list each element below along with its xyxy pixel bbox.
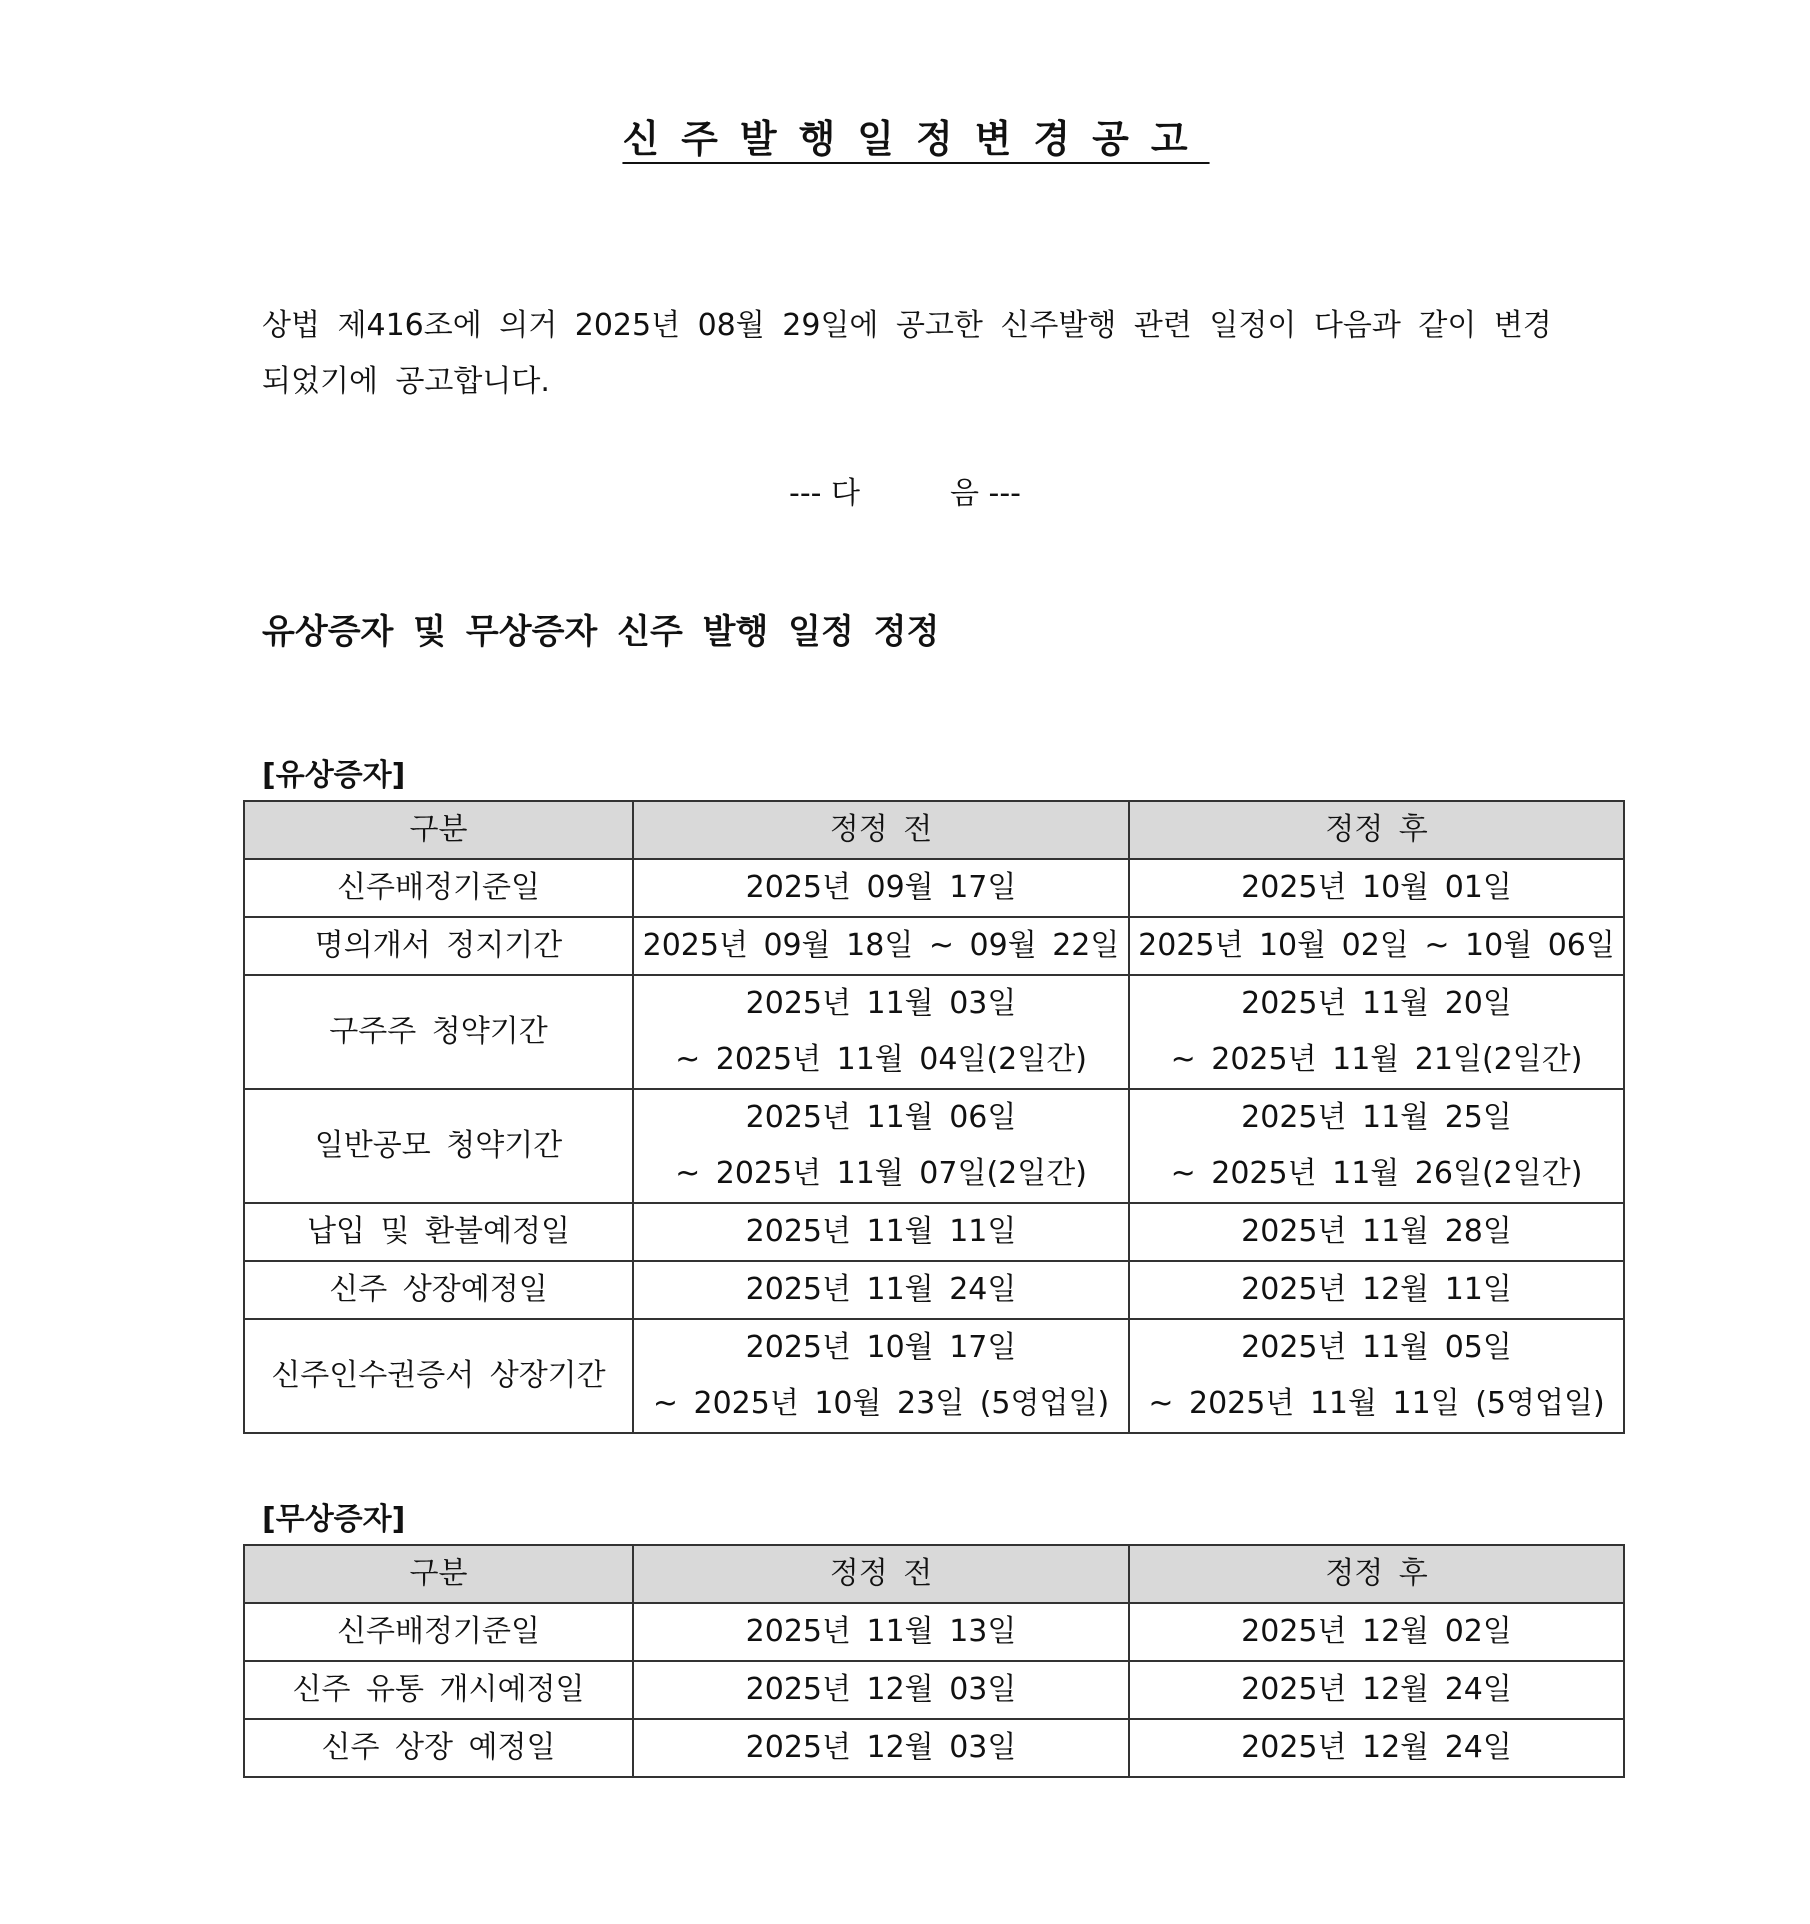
row-after-line: 2025년 11월 20일: [1241, 986, 1512, 1021]
row-before-line: 2025년 12월 03일: [745, 1672, 1017, 1707]
table-row: [244, 917, 1624, 975]
header-before: 정정 전: [633, 1545, 1129, 1603]
row-after-line: 2025년 10월 02일 ~ 10월 06일: [1138, 928, 1615, 963]
row-before: [633, 1719, 1129, 1777]
note-divider: [0, 468, 1810, 512]
row-after: [1129, 1203, 1624, 1261]
row-category: 구주주 청약기간: [244, 975, 633, 1089]
row-after-line: 2025년 10월 01일: [1241, 870, 1512, 905]
row-before-line: 2025년 10월 17일: [745, 1330, 1017, 1365]
table-row: [244, 1261, 1624, 1319]
row-before-line: 2025년 11월 11일: [745, 1214, 1017, 1249]
row-after: [1129, 1603, 1624, 1661]
table-row: [244, 1661, 1624, 1719]
header-before: 정정 전: [633, 801, 1129, 859]
row-before-line: 2025년 11월 24일: [745, 1272, 1017, 1307]
row-before-line: 2025년 09월 17일: [745, 870, 1017, 905]
row-before-line: 2025년 09월 18일 ~ 09월 22일: [642, 928, 1120, 963]
row-before: [633, 975, 1129, 1089]
row-after-line: ~ 2025년 11월 26일(2일간): [1170, 1156, 1583, 1191]
row-after: [1129, 1261, 1624, 1319]
row-after-line: ~ 2025년 11월 21일(2일간): [1170, 1042, 1583, 1077]
table-header-row: [244, 1545, 1624, 1603]
table-row: [244, 1319, 1624, 1433]
row-before-line: 2025년 12월 03일: [745, 1730, 1017, 1765]
free-increase-label: [무상증자]: [262, 1502, 406, 1537]
row-after: [1129, 859, 1624, 917]
table-row: [244, 975, 1624, 1089]
row-category: 신주 상장예정일: [244, 1261, 633, 1319]
intro-paragraph: [262, 298, 1562, 410]
table-row: [244, 1089, 1624, 1203]
row-before-line: 2025년 11월 06일: [745, 1100, 1017, 1135]
row-after: [1129, 975, 1624, 1089]
row-before: [633, 1603, 1129, 1661]
table-row: [244, 1719, 1624, 1777]
paid-increase-table: [243, 800, 1625, 1434]
row-category: 납입 및 환불예정일: [244, 1203, 633, 1261]
row-after-line: ~ 2025년 11월 11일 (5영업일): [1148, 1386, 1605, 1421]
row-before: [633, 1261, 1129, 1319]
row-after: [1129, 917, 1624, 975]
row-before: [633, 1089, 1129, 1203]
row-after-line: 2025년 11월 05일: [1241, 1330, 1512, 1365]
row-after-line: 2025년 11월 28일: [1241, 1214, 1512, 1249]
row-category: 신주 상장 예정일: [244, 1719, 633, 1777]
table-row: [244, 1203, 1624, 1261]
row-after-line: 2025년 12월 11일: [1241, 1272, 1512, 1307]
table-row: [244, 1603, 1624, 1661]
free-increase-table: [243, 1544, 1625, 1778]
intro-line-2: 되었기에 공고합니다.: [262, 364, 550, 399]
header-category: 구분: [244, 1545, 633, 1603]
note-left: --- 다: [789, 476, 860, 511]
row-after-line: 2025년 12월 24일: [1241, 1672, 1512, 1707]
header-after: 정정 후: [1129, 1545, 1624, 1603]
notice-title: [0, 108, 1810, 163]
row-before-line: ~ 2025년 10월 23일 (5영업일): [652, 1386, 1110, 1421]
row-before: [633, 1203, 1129, 1261]
row-category: 일반공모 청약기간: [244, 1089, 633, 1203]
row-after: [1129, 1319, 1624, 1433]
row-before-line: 2025년 11월 03일: [745, 986, 1017, 1021]
row-after: [1129, 1089, 1624, 1203]
intro-line-1: 상법 제416조에 의거 2025년 08월 29일에 공고한 신주발행 관련 일정이 다음과 같이 변경: [262, 308, 1552, 343]
row-before-line: ~ 2025년 11월 04일(2일간): [675, 1042, 1087, 1077]
row-after: [1129, 1661, 1624, 1719]
row-after-line: 2025년 12월 02일: [1241, 1614, 1512, 1649]
notice-title-text: 신주발행일정변경공고: [622, 117, 1210, 161]
row-category: 신주배정기준일: [244, 1603, 633, 1661]
note-right: 음 ---: [950, 476, 1021, 511]
row-before: [633, 1319, 1129, 1433]
row-after-line: 2025년 11월 25일: [1241, 1100, 1512, 1135]
row-after-line: 2025년 12월 24일: [1241, 1730, 1512, 1765]
row-before-line: ~ 2025년 11월 07일(2일간): [675, 1156, 1087, 1191]
header-category: 구분: [244, 801, 633, 859]
table-row: [244, 859, 1624, 917]
row-category: 신주배정기준일: [244, 859, 633, 917]
row-before: [633, 917, 1129, 975]
row-category: 명의개서 정지기간: [244, 917, 633, 975]
row-after: [1129, 1719, 1624, 1777]
section-title: 유상증자 및 무상증자 신주 발행 일정 정정: [262, 612, 940, 652]
row-category: 신주 유통 개시예정일: [244, 1661, 633, 1719]
paid-increase-label: [유상증자]: [262, 758, 406, 793]
table-header-row: [244, 801, 1624, 859]
header-after: 정정 후: [1129, 801, 1624, 859]
row-category: 신주인수권증서 상장기간: [244, 1319, 633, 1433]
row-before: [633, 859, 1129, 917]
row-before-line: 2025년 11월 13일: [745, 1614, 1017, 1649]
row-before: [633, 1661, 1129, 1719]
